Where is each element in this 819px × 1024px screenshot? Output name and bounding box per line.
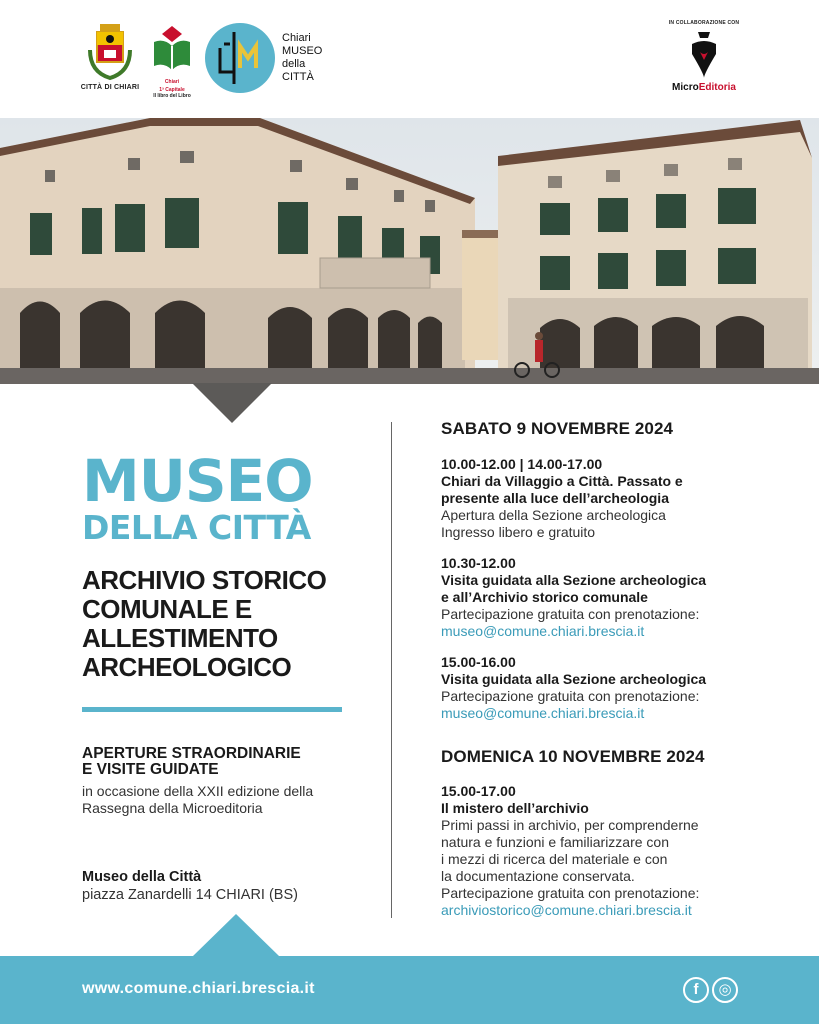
venue-address: piazza Zanardelli 14 CHIARI (BS) [82, 887, 298, 903]
event-title-line: presente alla luce dell’archeologia [441, 490, 669, 506]
venue-name: Museo della Città [82, 869, 202, 885]
openings-title [82, 746, 382, 778]
archive-title-line: ARCHEOLOGICO [82, 652, 292, 682]
event-title-line: Visita guidata alla Sezione archeologica [441, 572, 707, 588]
museum-logo-line: della [282, 58, 306, 70]
archive-email-link[interactable]: archiviostorico@comune.chiari.brescia.it [441, 902, 692, 918]
openings-description [82, 783, 382, 817]
facebook-icon[interactable]: f [683, 977, 709, 1003]
museum-photo [0, 118, 819, 384]
column-divider [391, 422, 392, 918]
city-logo-caption: CITTÀ DI CHIARI [80, 84, 140, 91]
museum-logo [204, 22, 344, 94]
museum-logo-line: MUSEO [282, 45, 323, 57]
museum-email-link[interactable]: museo@comune.chiari.brescia.it [441, 623, 645, 639]
photo-pointer [192, 383, 272, 423]
day-heading: SABATO 9 NOVEMBRE 2024 [441, 419, 674, 438]
book-capital-logo [148, 20, 196, 99]
footer [0, 956, 819, 1024]
openings-description-line: in occasione della XXII edizione della [82, 783, 314, 799]
piazza-illustration [0, 118, 819, 384]
event-time: 10.00-12.00 | 14.00-17.00 [441, 456, 603, 472]
day-heading: DOMENICA 10 NOVEMBRE 2024 [441, 747, 705, 766]
archive-title-line: ARCHIVIO STORICO [82, 565, 327, 595]
microeditoria-logo [664, 20, 744, 93]
brand-editoria: Editoria [698, 82, 736, 93]
museum-title: MUSEO [82, 447, 313, 515]
event-3 [441, 654, 781, 722]
pen-nib-icon [684, 30, 724, 80]
archive-title-line: COMUNALE E [82, 594, 252, 624]
event-2 [441, 555, 781, 640]
event-title-line: Chiari da Villaggio a Città. Passato e [441, 473, 683, 489]
brand-micro: Micro [672, 82, 699, 93]
museum-circle-icon [204, 22, 276, 94]
instagram-icon[interactable]: ◎ [712, 977, 738, 1003]
archive-title-line: ALLESTIMENTO [82, 623, 278, 653]
day-sunday [441, 746, 781, 768]
event-time: 15.00-17.00 [441, 783, 516, 799]
city-logo [80, 20, 140, 91]
city-crest-icon [85, 20, 135, 82]
openings-title-line: E VISITE GUIDATE [82, 761, 219, 778]
event-detail: natura e funzioni e familiarizzare con [441, 834, 670, 850]
book-logo-caption-3: Il libro del Libro [153, 93, 191, 99]
event-detail: i mezzi di ricerca del materiale e con [441, 851, 668, 867]
event-detail: Partecipazione gratuita con prenotazione: [441, 688, 700, 704]
website-link[interactable]: www.comune.chiari.brescia.it [82, 980, 315, 997]
event-detail: Partecipazione gratuita con prenotazione: [441, 606, 700, 622]
archive-title [82, 566, 382, 682]
microeditoria-brand [664, 82, 744, 93]
museum-logo-line: CITTÀ [282, 71, 314, 83]
event-title-line: e all’Archivio storico comunale [441, 589, 648, 605]
openings-title-line: APERTURE STRAORDINARIE [82, 745, 301, 762]
event-time: 15.00-16.00 [441, 654, 516, 670]
event-title-line: Il mistero dell’archivio [441, 800, 589, 816]
event-detail: la documentazione conservata. [441, 868, 635, 884]
event-detail: Apertura della Sezione archeologica [441, 507, 666, 523]
museum-logo-line: Chiari [282, 32, 311, 44]
openings-description-line: Rassegna della Microeditoria [82, 800, 263, 816]
event-detail: Primi passi in archivio, per comprenderne [441, 817, 699, 833]
footer-pointer [193, 914, 279, 956]
event-4 [441, 783, 781, 919]
book-logo-caption-1: Chiari [164, 79, 180, 85]
event-title-line: Visita guidata alla Sezione archeologica [441, 671, 707, 687]
event-detail: Ingresso libero e gratuito [441, 524, 596, 540]
museum-subtitle: DELLA CITTÀ [82, 508, 311, 547]
day-saturday [441, 418, 781, 440]
book-icon [150, 20, 194, 72]
accent-divider [82, 707, 342, 712]
museum-email-link[interactable]: museo@comune.chiari.brescia.it [441, 705, 645, 721]
collab-label: IN COLLABORAZIONE CON [668, 20, 740, 26]
event-detail: Partecipazione gratuita con prenotazione: [441, 885, 700, 901]
event-1 [441, 456, 781, 541]
header [0, 0, 819, 118]
museum-logo-text [282, 32, 322, 84]
book-logo-caption-2: 1ª Capitale [159, 87, 185, 93]
event-time: 10.30-12.00 [441, 555, 516, 571]
